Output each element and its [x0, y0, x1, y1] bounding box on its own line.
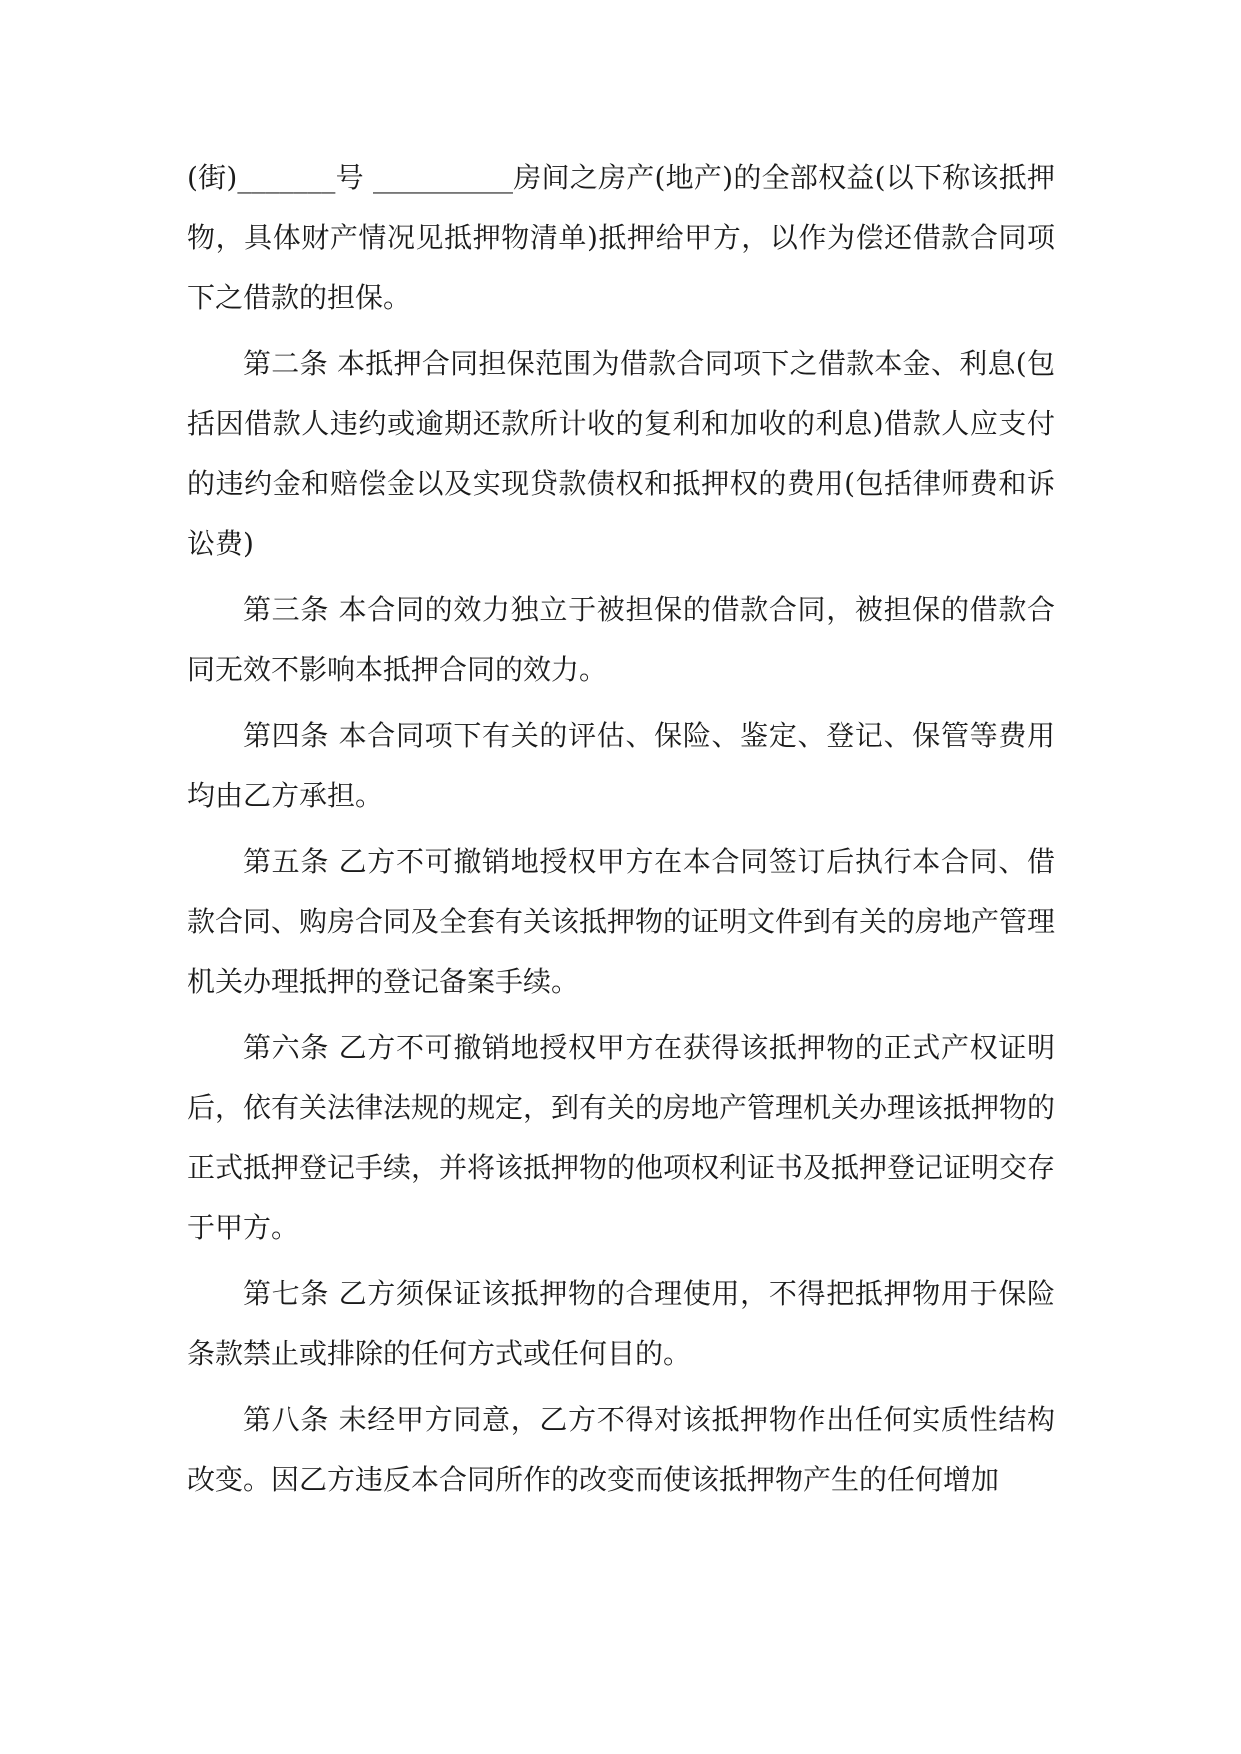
paragraph-article-3: 第三条 本合同的效力独立于被担保的借款合同，被担保的借款合同无效不影响本抵押合同的效力。	[187, 593, 1055, 686]
paragraph-article-7: 第七条 乙方须保证该抵押物的合理使用，不得把抵押物用于保险条款禁止或排除的任何方式或任何目的。	[187, 1277, 1055, 1370]
paragraph-article-5: 第五条 乙方不可撤销地授权甲方在本合同签订后执行本合同、借款合同、购房合同及全套有关该抵押物的证明文件到有关的房地产管理机关办理抵押的登记备案手续。	[187, 845, 1056, 998]
paragraph-article-4: 第四条 本合同项下有关的评估、保险、鉴定、登记、保管等费用均由乙方承担。	[187, 719, 1055, 812]
paragraph-article-8: 第八条 未经甲方同意，乙方不得对该抵押物作出任何实质性结构改变。因乙方违反本合同所作的改变而使该抵押物产生的任何增加	[187, 1403, 1055, 1496]
paragraph-article-6: 第六条 乙方不可撤销地授权甲方在获得该抵押物的正式产权证明后，依有关法律法规的规定，到有关的房地产管理机关办理该抵押物的正式抵押登记手续，并将该抵押物的他项权利证书及抵押登记证明交存于甲方。	[187, 1031, 1056, 1244]
paragraph-continuation: (街)_______号 __________房间之房产(地产)的全部权益(以下称该抵押物，具体财产情况见抵押物清单)抵押给甲方，以作为偿还借款合同项下之借款的担保。	[187, 161, 1055, 314]
document-page	[187, 148, 1055, 1516]
paragraph-article-2: 第二条 本抵押合同担保范围为借款合同项下之借款本金、利息(包括因借款人违约或逾期还款所计收的复利和加收的利息)借款人应支付的违约金和赔偿金以及实现贷款债权和抵押权的费用(包括律师费和诉讼费)	[187, 347, 1055, 560]
